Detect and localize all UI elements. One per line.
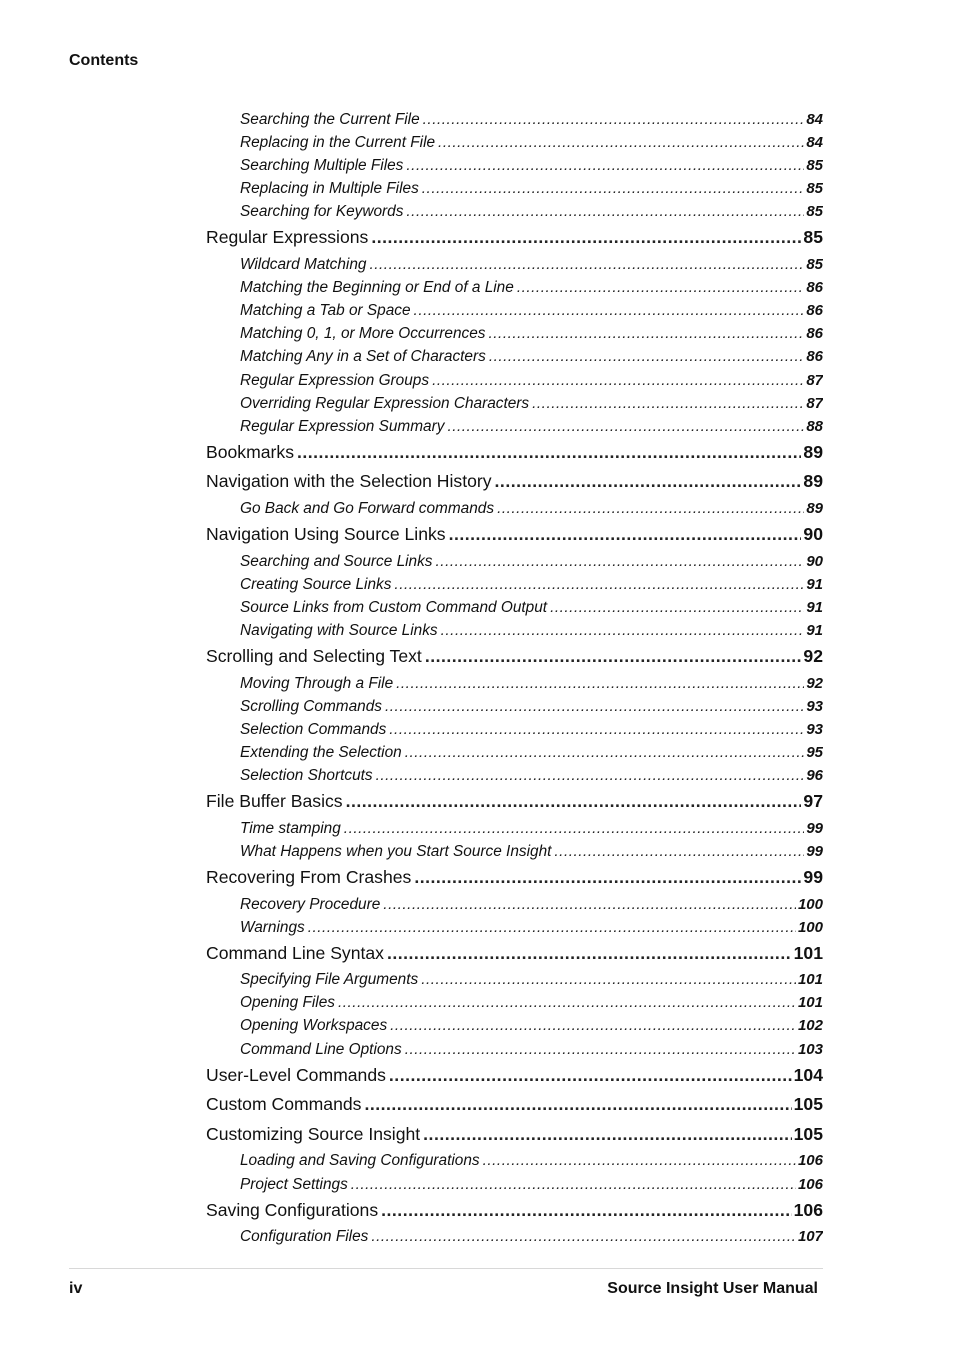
toc-subsection-entry[interactable] <box>206 392 823 415</box>
toc-entry-title: Regular Expressions <box>206 227 369 248</box>
toc-entry-title: Scrolling and Selecting Text <box>206 646 422 667</box>
toc-dot-leader <box>406 154 804 177</box>
toc-entry-page: 84 <box>806 111 823 128</box>
toc-entry-page: 97 <box>803 791 823 812</box>
toc-dot-leader <box>423 1120 791 1150</box>
toc-dot-leader <box>414 863 801 893</box>
toc-entry-page: 92 <box>803 646 823 667</box>
toc-dot-leader <box>381 1196 792 1226</box>
toc-entry-page: 101 <box>793 942 823 963</box>
toc-dot-leader <box>387 939 792 969</box>
toc-dot-leader <box>346 787 802 817</box>
toc-dot-leader <box>351 1173 796 1196</box>
toc-subsection-entry[interactable] <box>206 299 823 322</box>
toc-entry-title: Configuration Files <box>240 1228 369 1246</box>
toc-dot-leader <box>376 764 805 787</box>
toc-subsection-entry[interactable] <box>206 1173 823 1196</box>
toc-section-entry[interactable] <box>206 1120 823 1150</box>
toc-entry-title: Go Back and Go Forward commands <box>240 500 495 517</box>
toc-dot-leader <box>405 1038 796 1061</box>
toc-dot-leader <box>497 497 804 520</box>
toc-entry-title: Recovering From Crashes <box>206 866 412 887</box>
toc-entry-page: 90 <box>806 552 823 570</box>
toc-entry-page: 91 <box>806 575 823 593</box>
toc-entry-page: 100 <box>797 918 823 936</box>
toc-entry-title: File Buffer Basics <box>206 791 343 812</box>
toc-subsection-entry[interactable] <box>206 672 823 695</box>
toc-dot-leader <box>489 345 805 368</box>
toc-entry-title: Regular Expression Groups <box>240 371 430 389</box>
toc-entry-title: Command Line Options <box>240 1040 402 1058</box>
toc-entry-page: 91 <box>806 621 823 639</box>
toc-entry-title: Wildcard Matching <box>240 256 367 274</box>
toc-dot-leader <box>308 916 796 939</box>
toc-subsection-entry[interactable] <box>206 154 823 177</box>
toc-entry-page: 89 <box>803 441 823 462</box>
toc-dot-leader <box>369 253 804 276</box>
toc-entry-page: 106 <box>797 1175 823 1193</box>
toc-subsection-entry[interactable] <box>206 369 823 392</box>
toc-subsection-entry[interactable] <box>206 916 823 939</box>
toc-subsection-entry[interactable] <box>206 991 823 1014</box>
toc-entry-page: 85 <box>806 256 823 274</box>
toc-section-entry[interactable] <box>206 863 823 893</box>
toc-dot-leader <box>364 1090 791 1120</box>
toc-entry-title: Moving Through a File <box>240 674 394 692</box>
toc-entry-title: Specifying File Arguments <box>240 971 419 989</box>
toc-entry-title: Navigation Using Source Links <box>206 524 446 545</box>
toc-subsection-entry[interactable] <box>206 200 823 223</box>
toc-dot-leader <box>489 322 805 345</box>
toc-entry-page: 89 <box>803 471 823 492</box>
toc-entry-page: 105 <box>793 1123 823 1144</box>
toc-entry-page: 103 <box>797 1040 823 1058</box>
toc-subsection-entry[interactable] <box>206 817 823 840</box>
toc-entry-page: 89 <box>806 500 823 517</box>
toc-entry-title: Searching and Source Links <box>240 552 433 570</box>
toc-entry-page: 85 <box>806 157 823 175</box>
toc-dot-leader <box>432 369 804 392</box>
toc-dot-leader <box>406 200 804 223</box>
toc-dot-leader <box>550 596 804 619</box>
toc-entry-title: Project Settings <box>240 1175 348 1193</box>
toc-entry-title: User-Level Commands <box>206 1064 386 1085</box>
toc-subsection-entry[interactable] <box>206 1038 823 1061</box>
toc-dot-leader <box>371 1225 796 1248</box>
toc-dot-leader <box>483 1149 796 1172</box>
toc-entry-page: 93 <box>806 720 823 738</box>
toc-entry-title: What Happens when you Start Source Insight <box>240 842 552 860</box>
toc-entry-page: 84 <box>806 134 823 152</box>
toc-entry-page: 86 <box>806 302 823 320</box>
toc-entry-title: Matching 0, 1, or More Occurrences <box>240 325 486 343</box>
toc-subsection-entry[interactable] <box>206 619 823 642</box>
toc-dot-leader <box>394 573 804 596</box>
toc-dot-leader <box>344 817 805 840</box>
toc-entry-page: 90 <box>803 524 823 545</box>
toc-section-entry[interactable] <box>206 787 823 817</box>
toc-entry-page: 88 <box>806 417 823 435</box>
toc-entry-page: 100 <box>797 895 823 913</box>
toc-dot-leader <box>438 131 804 154</box>
toc-section-entry[interactable] <box>206 1196 823 1226</box>
toc-entry-page: 106 <box>797 1152 823 1170</box>
toc-subsection-entry[interactable] <box>206 108 823 131</box>
toc-subsection-entry[interactable] <box>206 1014 823 1037</box>
toc-entry-title: Selection Commands <box>240 720 387 738</box>
toc-entry-page: 105 <box>793 1094 823 1115</box>
toc-subsection-entry[interactable] <box>206 893 823 916</box>
toc-dot-leader <box>423 108 805 131</box>
toc-entry-title: Matching Any in a Set of Characters <box>240 348 486 366</box>
toc-entry-title: Custom Commands <box>206 1094 362 1115</box>
toc-dot-leader <box>396 672 804 695</box>
toc-entry-page: 99 <box>803 866 823 887</box>
toc-entry-title: Overriding Regular Expression Characters <box>240 394 530 412</box>
page-header-title: Contents <box>69 52 139 69</box>
toc-entry-title: Saving Configurations <box>206 1199 379 1220</box>
toc-entry-title: Replacing in Multiple Files <box>240 180 419 198</box>
toc-dot-leader <box>436 550 805 573</box>
toc-entry-page: 87 <box>806 394 823 412</box>
toc-entry-page: 87 <box>806 371 823 389</box>
toc-section-entry[interactable] <box>206 939 823 969</box>
toc-section-entry[interactable] <box>206 520 823 550</box>
toc-entry-page: 86 <box>806 279 823 297</box>
toc-subsection-entry[interactable] <box>206 177 823 200</box>
toc-subsection-entry[interactable] <box>206 573 823 596</box>
toc-entry-title: Customizing Source Insight <box>206 1123 421 1144</box>
toc-dot-leader <box>414 299 805 322</box>
toc-entry-title: Searching for Keywords <box>240 203 404 221</box>
toc-subsection-entry[interactable] <box>206 968 823 991</box>
toc-entry-title: Source Links from Custom Command Output <box>240 598 548 616</box>
toc-dot-leader <box>425 642 802 672</box>
footer-page-number: iv <box>69 1280 83 1297</box>
toc-entry-title: Scrolling Commands <box>240 697 382 715</box>
toc-dot-leader <box>554 840 804 863</box>
toc-subsection-entry[interactable] <box>206 741 823 764</box>
toc-dot-leader <box>385 695 804 718</box>
toc-dot-leader <box>422 177 805 200</box>
toc-entry-title: Navigating with Source Links <box>240 621 438 639</box>
toc-entry-title: Loading and Saving Configurations <box>240 1152 480 1170</box>
toc-dot-leader <box>390 1014 796 1037</box>
toc-subsection-entry[interactable] <box>206 718 823 741</box>
footer-divider <box>69 1268 823 1269</box>
toc-entry-page: 86 <box>806 348 823 366</box>
toc-section-entry[interactable] <box>206 1090 823 1120</box>
toc-entry-page: 107 <box>797 1228 823 1246</box>
toc-section-entry[interactable] <box>206 1061 823 1091</box>
toc-dot-leader <box>517 276 805 299</box>
toc-entry-page: 99 <box>806 819 823 837</box>
footer-manual-title: Source Insight User Manual <box>607 1280 818 1297</box>
toc-subsection-entry[interactable] <box>206 497 823 520</box>
toc-entry-page: 96 <box>806 767 823 785</box>
toc-entry-title: Selection Shortcuts <box>240 767 373 785</box>
toc-entry-page: 85 <box>806 203 823 221</box>
toc-entry-page: 102 <box>797 1017 823 1035</box>
toc-entry-page: 85 <box>803 227 823 248</box>
toc-entry-title: Searching Multiple Files <box>240 157 404 175</box>
toc-dot-leader <box>371 223 801 253</box>
toc-subsection-entry[interactable] <box>206 550 823 573</box>
toc-subsection-entry[interactable] <box>206 695 823 718</box>
toc-entry-title: Searching the Current File <box>240 111 420 128</box>
toc-section-entry[interactable] <box>206 467 823 497</box>
toc-dot-leader <box>532 392 804 415</box>
toc-dot-leader <box>297 438 801 468</box>
toc-section-entry[interactable] <box>206 438 823 468</box>
toc-entry-title: Time stamping <box>240 819 341 837</box>
table-of-contents <box>206 108 823 1248</box>
toc-dot-leader <box>421 968 796 991</box>
toc-entry-title: Matching the Beginning or End of a Line <box>240 279 514 297</box>
toc-entry-title: Opening Workspaces <box>240 1017 388 1035</box>
toc-section-entry[interactable] <box>206 642 823 672</box>
toc-subsection-entry[interactable] <box>206 1225 823 1248</box>
toc-subsection-entry[interactable] <box>206 253 823 276</box>
toc-subsection-entry[interactable] <box>206 322 823 345</box>
toc-subsection-entry[interactable] <box>206 415 823 438</box>
toc-entry-title: Warnings <box>240 918 305 936</box>
toc-section-entry[interactable] <box>206 223 823 253</box>
toc-dot-leader <box>389 718 804 741</box>
toc-entry-page: 92 <box>806 674 823 692</box>
toc-subsection-entry[interactable] <box>206 1149 823 1172</box>
toc-dot-leader <box>389 1061 792 1091</box>
toc-dot-leader <box>338 991 796 1014</box>
toc-entry-page: 93 <box>806 697 823 715</box>
toc-entry-title: Extending the Selection <box>240 743 402 761</box>
toc-entry-title: Matching a Tab or Space <box>240 302 411 320</box>
toc-dot-leader <box>383 893 796 916</box>
toc-entry-page: 101 <box>797 994 823 1012</box>
toc-dot-leader <box>441 619 805 642</box>
toc-entry-page: 99 <box>806 842 823 860</box>
toc-dot-leader <box>495 467 802 497</box>
toc-entry-page: 95 <box>806 743 823 761</box>
toc-entry-title: Regular Expression Summary <box>240 417 445 435</box>
toc-subsection-entry[interactable] <box>206 596 823 619</box>
toc-subsection-entry[interactable] <box>206 345 823 368</box>
toc-subsection-entry[interactable] <box>206 764 823 787</box>
toc-entry-page: 85 <box>806 180 823 198</box>
toc-entry-page: 91 <box>806 598 823 616</box>
toc-entry-page: 101 <box>797 971 823 989</box>
toc-entry-title: Recovery Procedure <box>240 895 381 913</box>
toc-entry-title: Opening Files <box>240 994 335 1012</box>
toc-entry-page: 86 <box>806 325 823 343</box>
toc-dot-leader <box>449 520 802 550</box>
toc-subsection-entry[interactable] <box>206 840 823 863</box>
toc-entry-title: Navigation with the Selection History <box>206 471 492 492</box>
toc-entry-title: Creating Source Links <box>240 575 392 593</box>
toc-entry-title: Replacing in the Current File <box>240 134 436 152</box>
toc-dot-leader <box>447 415 804 438</box>
toc-entry-title: Command Line Syntax <box>206 942 384 963</box>
toc-entry-page: 104 <box>793 1064 823 1085</box>
toc-subsection-entry[interactable] <box>206 276 823 299</box>
toc-entry-page: 106 <box>793 1199 823 1220</box>
toc-subsection-entry[interactable] <box>206 131 823 154</box>
toc-dot-leader <box>405 741 805 764</box>
toc-entry-title: Bookmarks <box>206 441 294 462</box>
